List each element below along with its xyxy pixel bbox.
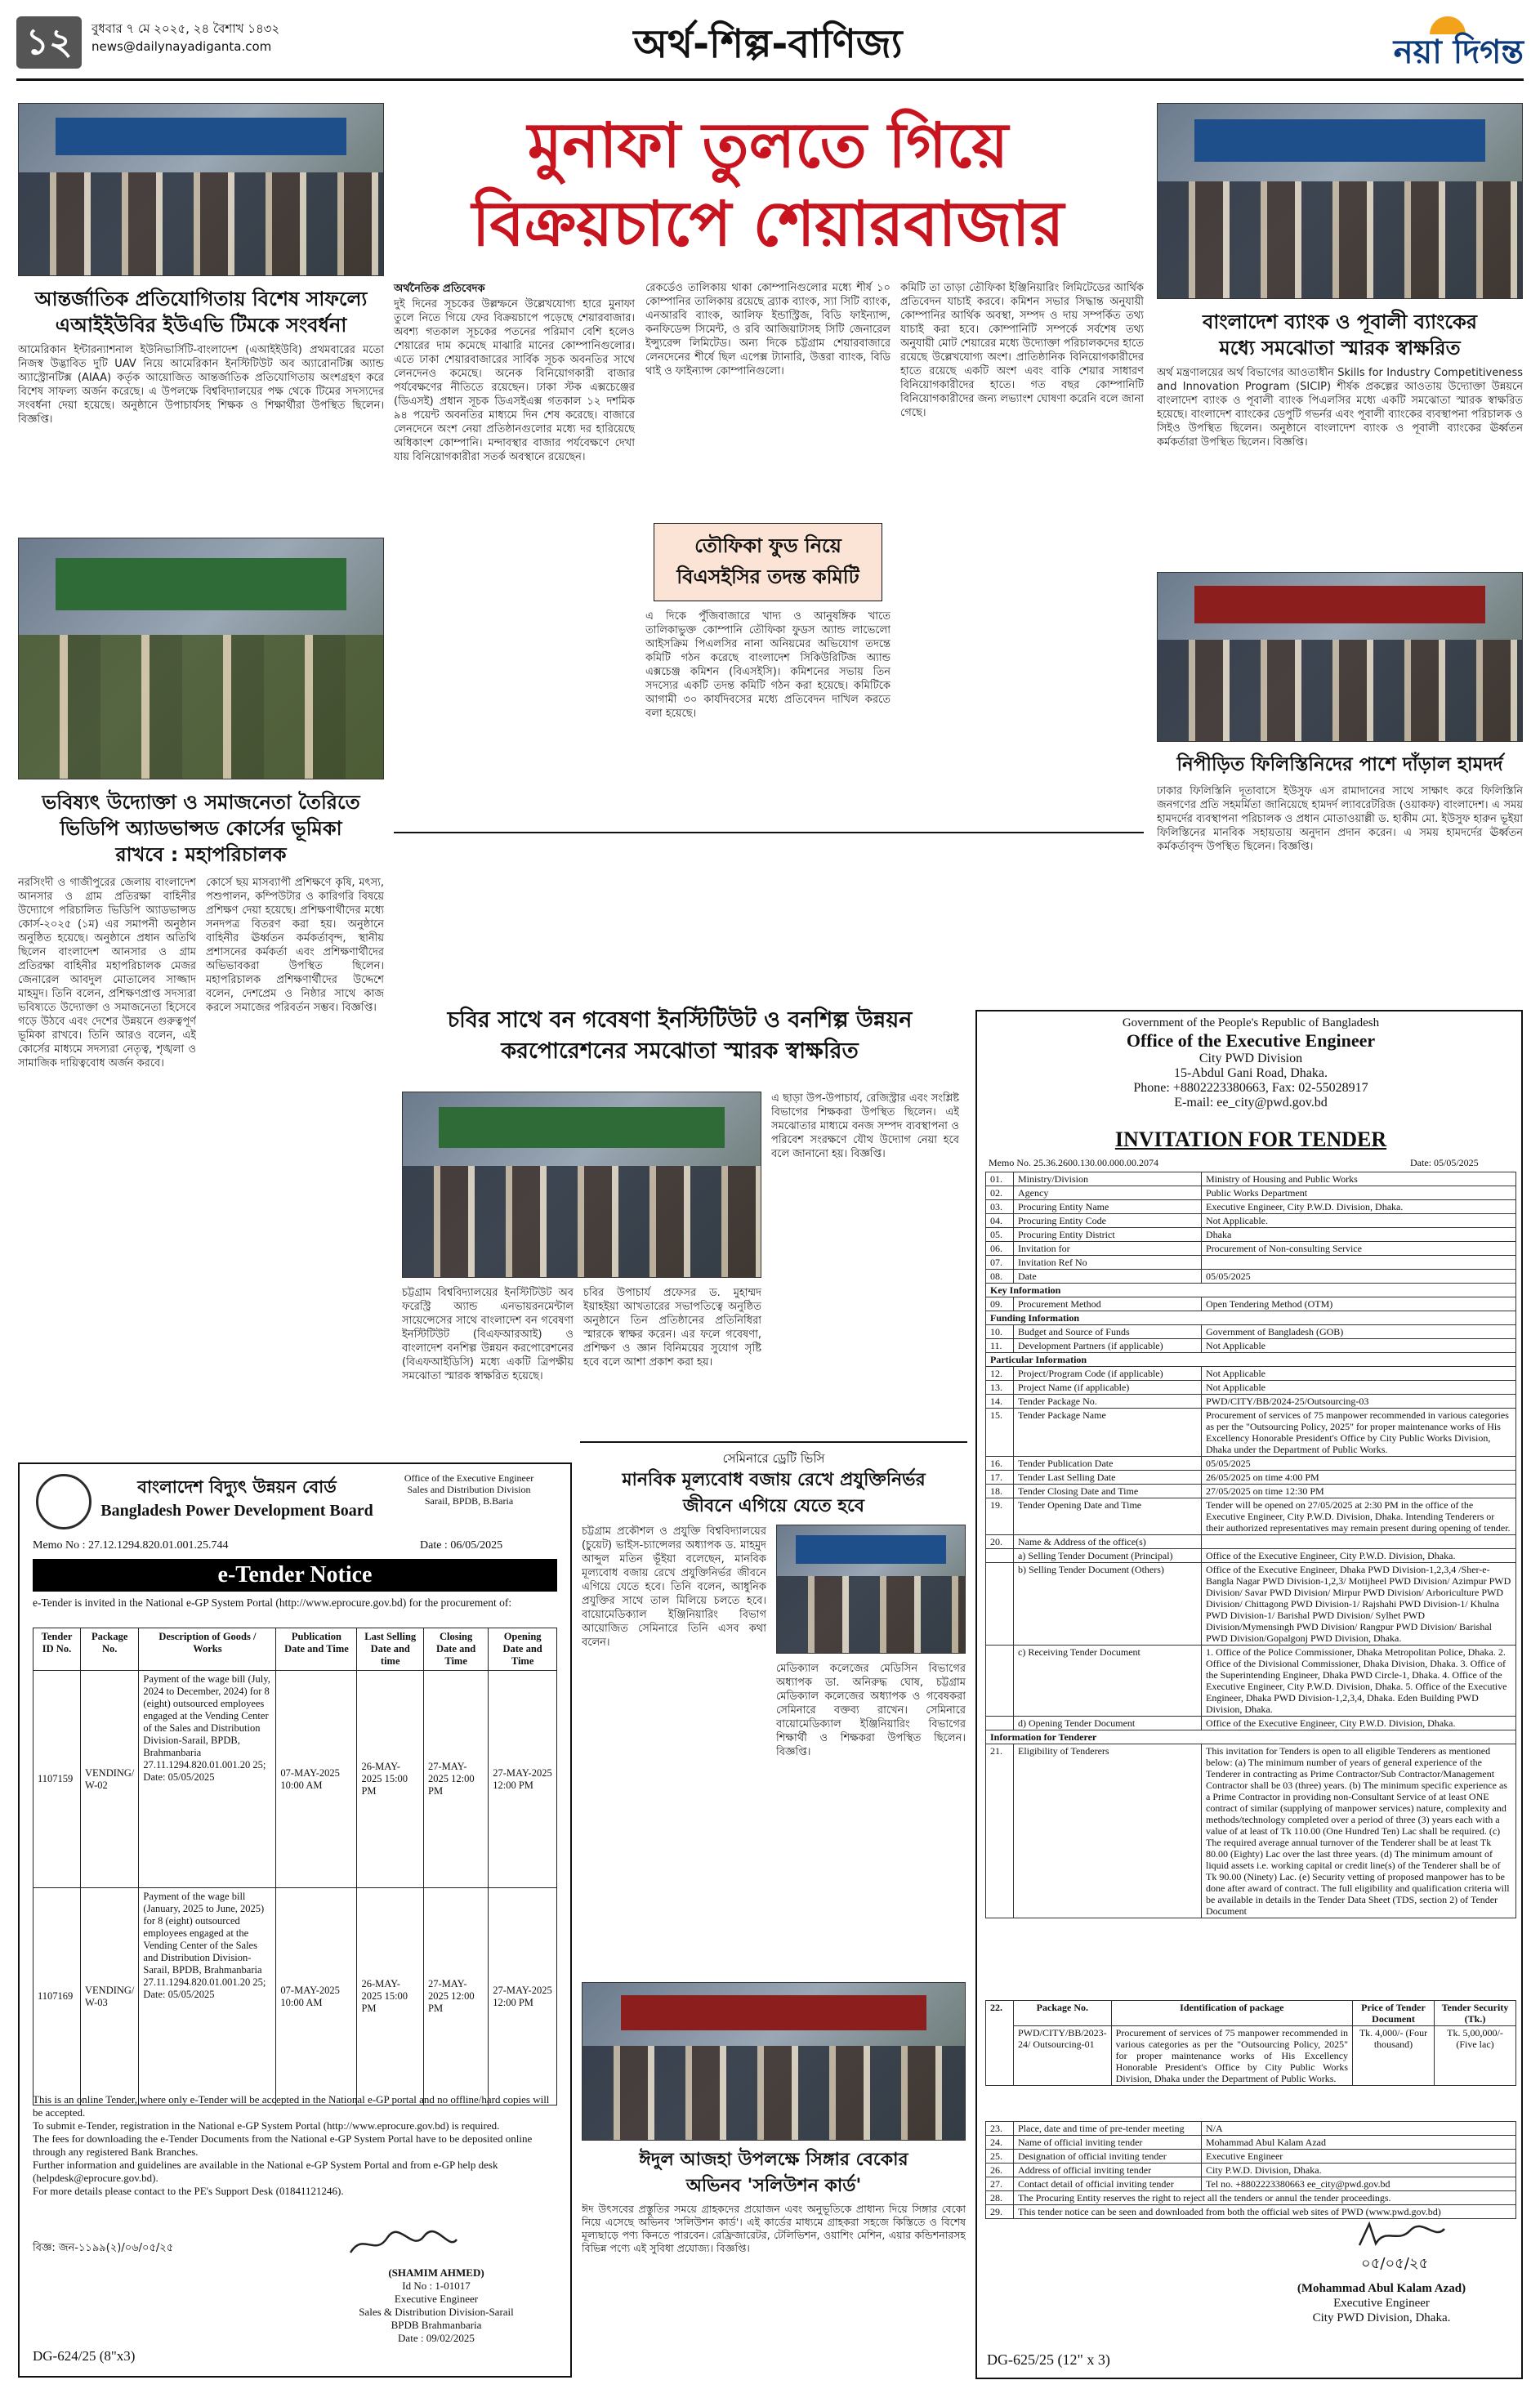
chobi-headline-text: চবির সাথে বন গবেষণা ইনস্টিটিউট ও বনশিল্প উন্নয়ন করপোরেশনের সমঝোতা স্মারক স্বাক্ষরিত (447, 1007, 913, 1064)
center-divider-2 (580, 1441, 967, 1443)
chuet-kicker: সেমিনারে ড্রেটি ভিসি (722, 1451, 825, 1466)
vdp-body-col2: কোর্সে ছয় মাসব্যাপী প্রশিক্ষণে কৃষি, মৎস্য, পশুপালন, কম্পিউটার ও কারিগরি বিষয়ে প্রশিক্ষণ দেয়া হয়েছে। প্রশিক্ষণার্থীদের মধ্যে সনদপত্র বিতরণ করা হয়। অনুষ্ঠানে বাহিনীর ঊর্ধ্বতন কর্মকর্তাবৃন্দ, স্থানীয় প্রশাসনের কর্মকর্তা এবং প্রশিক্ষণার্থীদের অভিভাবকরা উপস্থিত ছিলেন। মহাপরিচালক প্রশিক্ষণার্থীদের উদ্দেশে বলেন, দেশপ্রেম ও নিষ্ঠার সাথে কাজ করলে সমাজের পরিবর্তন সম্ভব। বিজ্ঞপ্তি। (206, 877, 384, 1014)
row-number: 28. (986, 2191, 1014, 2205)
row-number: 01. (986, 1172, 1014, 1186)
pwd-tail-table (985, 2121, 1516, 2219)
chobi-col1: চট্টগ্রাম বিশ্ববিদ্যালয়ের ইনস্টিটিউট অব ফরেস্ট্রি অ্যান্ড এনভায়রনমেন্টাল সায়েন্সেসের সাথে বাংলাদেশ বন গবেষণা ইনস্টিটিউট (বিএফআরআই) ও বাংলাদেশ বনশিল্প উন্নয়ন করপোরেশনের (বিএফআইডিসি) মধ্যে একটি ত্রিপক্ষীয় সমঝোতা স্মারক স্বাক্ষরিত হয়েছে। (402, 1287, 574, 1382)
field-value: Ministry of Housing and Public Works (1202, 1172, 1516, 1186)
chuet-col2: মেডিক্যাল কলেজের মেডিসিন বিভাগের অধ্যাপক ডা. অনিরুদ্ধ ঘোষ, চট্টগ্রাম মেডিক্যাল কলেজের অধ্যাপক ও গবেষকরা সেমিনারে বক্তব্য রাখেন। সেমিনারে বায়োমেডিক্যাল ইঞ্জিনিয়ারিং বিভাগের শিক্ষার্থী ও শিক্ষকরা উপস্থিত ছিলেন। বিজ্ঞপ্তি। (776, 1663, 966, 1758)
section-row (986, 1730, 1516, 1744)
col-header: Package No. (81, 1628, 139, 1671)
table-row (986, 1172, 1516, 1186)
table-row (986, 2191, 1516, 2205)
issue-date: বুধবার ৭ মে ২০২৫, ২৪ বৈশাখ ১৪৩২ (92, 21, 280, 36)
row-number: 26. (986, 2164, 1014, 2177)
row-number: 21. (986, 1744, 1014, 1918)
field-value: Tel no. +8802223380663 ee_city@pwd.gov.bd (1202, 2177, 1516, 2191)
field-label: Project/Program Code (if applicable) (1014, 1367, 1202, 1381)
field-label: Invitation for (1014, 1242, 1202, 1256)
row-number: 27. (986, 2177, 1014, 2191)
field-label: Tender Last Selling Date (1014, 1471, 1202, 1485)
table-row (986, 2177, 1516, 2191)
col-header: Package No. (1014, 2001, 1112, 2026)
page-number: ১২ (16, 16, 82, 69)
field-label: Ministry/Division (1014, 1172, 1202, 1186)
col-header: Opening Date and Time (489, 1628, 557, 1671)
last-selling-date: 26-MAY-2025 15:00 PM (357, 1671, 424, 1888)
section-row (986, 1284, 1516, 1297)
col-header: Tender Security (Tk.) (1435, 2001, 1516, 2026)
table-row (986, 1186, 1516, 1200)
row-number: 17. (986, 1471, 1014, 1485)
row-number: 23. (986, 2122, 1014, 2136)
field-value: 1. Office of the Police Commissioner, Dhaka Metropolitan Police, Dhaka. 2. Office of the Divisional Commissioner, Dhaka Division, Dhaka. 3. Office of the Superintending Engineer, Dhaka PWD Circle-1, Dhaka. 4. Office of the Executive Engineer, City P.W.D. Division, Dhaka. 5. Office of the Executive Engineer, Dhaka PWD Division-1,2,3,4, Dhaka. Eden Building PWD Division, Dhaka. (1202, 1646, 1516, 1717)
tender-id: 1107169 (33, 1888, 81, 2106)
table-row (986, 1563, 1516, 1646)
field-label: Tender Package No. (1014, 1395, 1202, 1409)
field-value: Tender will be opened on 27/05/2025 at 2:30 PM in the office of the Executive Engineer, City P.W.D. Division, Dhaka. Intending Tenderers or their authorized representatives may remain present during opening of tender. (1202, 1498, 1516, 1535)
table-row (986, 1535, 1516, 1549)
aiub-headline: আন্তর্জাতিক প্রতিযোগিতায় বিশেষ সাফল্যে এআইইউবির ইউএভি টিমকে সংবর্ধনা (34, 288, 368, 337)
bpdb-org-en: Bangladesh Power Development Board (100, 1502, 373, 1520)
table-row (986, 1549, 1516, 1563)
table-row (986, 2122, 1516, 2136)
table-row (986, 1717, 1516, 1730)
row-number: 29. (986, 2205, 1014, 2219)
publication-date: 07-MAY-2025 10:00 AM (276, 1888, 357, 2106)
field-value: Executive Engineer, City P.W.D. Division, Dhaka. (1202, 1200, 1516, 1214)
opening-date: 27-MAY-2025 12:00 PM (489, 1671, 557, 1888)
field-label: Designation of official inviting tender (1014, 2150, 1202, 2164)
center-divider (394, 832, 1144, 833)
bpdb-table (33, 1628, 557, 2106)
section-label: Information for Tenderer (986, 1730, 1516, 1744)
pwd-memo: Memo No. 25.36.2600.130.00.000.00.2074 (989, 1157, 1158, 1168)
table-row (986, 2164, 1516, 2177)
row-number: 24. (986, 2136, 1014, 2150)
opening-date: 27-MAY-2025 12:00 PM (489, 1888, 557, 2106)
field-label: Tender Package Name (1014, 1409, 1202, 1457)
publication-date: 07-MAY-2025 10:00 AM (276, 1671, 357, 1888)
row-number (986, 1717, 1014, 1730)
col-header: Description of Goods / Works (139, 1628, 276, 1671)
vdp-headline: ভবিষ্যৎ উদ্যোক্তা ও সমাজনেতা তৈরিতে ভিডিপি অ্যাডভান্সড কোর্সের ভূমিকা রাখবে : মহাপরিচালক (42, 791, 360, 866)
table-row (986, 2205, 1516, 2219)
table-row (986, 1242, 1516, 1256)
row-number: 08. (986, 1270, 1014, 1284)
col-header: Closing Date and Time (424, 1628, 489, 1671)
table-row (986, 1646, 1516, 1717)
field-value: 27/05/2025 on time 12:30 PM (1202, 1485, 1516, 1498)
bpdb-signature-icon (346, 2228, 461, 2261)
table-row (986, 1339, 1516, 1353)
field-value: Office of the Executive Engineer, Dhaka PWD Division-1,2,3,4 /Sher-e-Bangla Nagar PWD Division-1,2,3/ Motijheel PWD Division/ Azimpur PWD Division/ Savar PWD Division/ Mirpur PWD Division/ Arboriculture PWD Division/ Chittagong PWD Division-1/ Rajshahi PWD Division-1/ Khulna PWD Division-1/ Barishal PWD Division/ Sylhet PWD Division/Mymensingh PWD Division/ Rangpur PWD Division/ Barishal PWD Division/Gopalgonj PWD Division, Dhaka. (1202, 1563, 1516, 1646)
bpdb-date: Date : 06/05/2025 (420, 1539, 503, 1552)
field-label: Project Name (if applicable) (1014, 1381, 1202, 1395)
row-number: 09. (986, 1297, 1014, 1311)
field-label: Tender Opening Date and Time (1014, 1498, 1202, 1535)
row-number: 07. (986, 1256, 1014, 1270)
table-row (986, 1297, 1516, 1311)
note: For more details please contact to the PE's Support Desk (01841121246). (33, 2185, 344, 2197)
field-value: Executive Engineer (1202, 2150, 1516, 2164)
field-value: Office of the Executive Engineer, City P.W.D. Division, Dhaka. (1202, 1717, 1516, 1730)
table-row (33, 1671, 557, 1888)
aiub-photo (18, 103, 384, 276)
table-row (986, 1270, 1516, 1284)
col-header: Publication Date and Time (276, 1628, 357, 1671)
row-number: 10. (986, 1325, 1014, 1339)
field-value: 26/05/2025 on time 4:00 PM (1202, 1471, 1516, 1485)
section-row (986, 1311, 1516, 1325)
table-row (986, 1228, 1516, 1242)
field-value: Not Applicable (1202, 1381, 1516, 1395)
field-value: Procurement of Non-consulting Service (1202, 1242, 1516, 1256)
field-value: 05/05/2025 (1202, 1270, 1516, 1284)
bpdb-signer-block: (SHAMIM AHMED) Id No : 1-01017 Executive Engineer Sales & Distribution Division-Sarail BPDB Brahmanbaria Date : 09/02/2025 (359, 2266, 514, 2344)
field-label: Procuring Entity Name (1014, 1200, 1202, 1214)
table-row (33, 1888, 557, 2106)
row-number: 19. (986, 1498, 1014, 1535)
package-identification: Procurement of services of 75 manpower recommended in various categories as per the "Outsourcing Policy, 2025" for proper maintenance works of His Excellency Honorable President's Office by City Public Works Division, Dhaka under the Department of Public Works. (1111, 2026, 1352, 2086)
field-value: N/A (1202, 2122, 1516, 2136)
field-value: 05/05/2025 (1202, 1457, 1516, 1471)
pwd-header: Government of the People's Republic of Bangladesh Office of the Executive Engineer City PWD Division 15-Abdul Gani Road, Dhaka. Phone: +8802223380663, Fax: 02-55028917 E-mail: ee_city@pwd.gov.bd (1122, 1016, 1380, 1110)
row-number: 05. (986, 1228, 1014, 1242)
table-row (986, 1457, 1516, 1471)
field-label: Development Partners (if applicable) (1014, 1339, 1202, 1353)
table-row (986, 1498, 1516, 1535)
row-number: 15. (986, 1409, 1014, 1457)
pwd-dg-code: DG-625/25 (12" x 3) (987, 2351, 1110, 2368)
field-label: Procuring Entity District (1014, 1228, 1202, 1242)
bpdb-org-bn: বাংলাদেশ বিদ্যুৎ উন্নয়ন বোর্ড (137, 1477, 337, 1497)
last-selling-date: 26-MAY-2025 15:00 PM (357, 1888, 424, 2106)
lead-col3: কমিটি তা তাড়া তৌফিকা ইঞ্জিনিয়ারিং লিমিটেডের আর্থিক প্রতিবেদন যাচাই করবে। কমিশন সভার সিদ্ধান্ত অনুযায়ী কোম্পানির আর্থিক অবস্থা, সম্পদ ও দায় সম্পর্কিত তথ্য যাচাই করা হবে। কোম্পানিটি সম্পর্কে সর্বশেষ তথ্য অনুযায়ী মোট শেয়ারের মধ্যে উদ্যোক্তা পরিচালকদের হাতে রয়েছে উল্লেখযোগ্য অংশ। প্রাতিষ্ঠানিক বিনিয়োগকারীদের হাতে রয়েছে একটি অংশ এবং বাকি শেয়ার সাধারণ বিনিয়োগকারীদের হাতে। গত বছর কোম্পানিটি বিনিয়োগকারীদের জন্য লভ্যাংশ ঘোষণা করেনি বলে জানা গেছে। (900, 282, 1144, 419)
field-value (1202, 1256, 1516, 1270)
row-number: 11. (986, 1339, 1014, 1353)
lead-col2-bottom: এ দিকে পুঁজিবাজারে খাদ্য ও আনুষঙ্গিক খাতে তালিকাভুক্ত কোম্পানি তৌফিকা ফুডস অ্যান্ড লাভেলো আইসক্রিম পিএলসির নানা অনিয়মের অভিযোগ তদন্তে কমিটি গঠন করেছে বাংলাদেশ সিকিউরিটিজ অ্যান্ড এক্সচেঞ্জ কমিশন (বিএসইসি)। কমিশনের সভায় তিন সদস্যের একটি তদন্ত কমিটি গঠন করা হয়েছে। কমিটিকে আগামী ৩০ কার্যদিবসের মধ্যে প্রতিবেদন দাখিল করতে বলা হয়েছে। (645, 610, 891, 720)
field-value: Public Works Department (1202, 1186, 1516, 1200)
field-label: Place, date and time of pre-tender meeting (1014, 2122, 1202, 2136)
field-label: Procurement Method (1014, 1297, 1202, 1311)
row-number: 04. (986, 1214, 1014, 1228)
col-header: Price of Tender Document (1353, 2001, 1435, 2026)
field-label: Date (1014, 1270, 1202, 1284)
row-number: 14. (986, 1395, 1014, 1409)
bpdb-intro: e-Tender is invited in the National e-GP System Portal (http://www.eprocure.gov.bd) for the procurement of: (33, 1596, 512, 1609)
field-label: The Procuring Entity reserves the right to reject all the tenders or annul the tender proceedings. (1014, 2191, 1516, 2205)
note: Further information and guidelines are available in the National e-GP System Portal and from e-GP help desk (helpdesk@eprocure.gov.bd). (33, 2159, 498, 2184)
bpdb-title: e-Tender Notice (33, 1559, 557, 1592)
chuet-headline: মানবিক মূল্যবোধ বজায় রেখে প্রযুক্তিনির্ভর জীবনে এগিয়ে যেতে হবে (622, 1470, 926, 1516)
aiub-body: আমেরিকান ইন্টারন্যাশনাল ইউনিভার্সিটি-বাংলাদেশ (এআইইউবি) প্রথমবারের মতো নিজস্ব উদ্ভাবিত দুটি UAV নিয়ে আমেরিকান ইনস্টিটিউট অব অ্যারোনটিক্স অ্যান্ড অ্যাস্ট্রোনটিক্স (AIAA) কর্তৃক আয়োজিত আন্তর্জাতিক প্রতিযোগিতায় অংশগ্রহণ করে বিশেষ সাফল্য অর্জন করেছে। এ উপলক্ষে বিশ্ববিদ্যালয়ের পক্ষ থেকে টিমের সদস্যদের সংবর্ধনা দেয়া হয়েছে। অনুষ্ঠানে উপাচার্যসহ শিক্ষক ও শিক্ষার্থীরা উপস্থিত ছিলেন। বিজ্ঞপ্তি। (18, 344, 384, 426)
col-header: Last Selling Date and time (357, 1628, 424, 1671)
row-number: 12. (986, 1367, 1014, 1381)
note: This is an online Tender, where only e-Tender will be accepted in the National e-GP portal and no offline/hard copies will be accepted. (33, 2093, 550, 2119)
masthead (16, 11, 1524, 93)
chobi-col3: এ ছাড়া উপ-উপাচার্য, রেজিস্ট্রার এবং সংশ্লিষ্ট বিভাগের শিক্ষকরা উপস্থিত ছিলেন। এই সমঝোতার মাধ্যমে বনজ সম্পদ ব্যবস্থাপনা ও পরিবেশ সংরক্ষণে যৌথ উদ্যোগ নেয়া হবে বলে জানানো হয়। বিজ্ঞপ্তি। (771, 1092, 959, 1160)
field-value: Procurement of services of 75 manpower recommended in various categories as per the "Outsourcing Policy, 2025" for proper maintenance works of His Excellency Honorable President's Office by City Public Works Division, Dhaka under the Department of Public Works. (1202, 1409, 1516, 1457)
pwd-tender-notice (975, 1010, 1523, 2379)
field-label: Agency (1014, 1186, 1202, 1200)
masthead-rule (16, 78, 1524, 81)
field-label: Name & Address of the office(s) (1014, 1535, 1202, 1549)
bpdb-logo-icon (36, 1474, 92, 1529)
chuet-photo (776, 1525, 966, 1654)
col-header: Identification of package (1111, 2001, 1352, 2026)
lead-headline: মুনাফা তুলতে গিয়ে বিক্রয়চাপে শেয়ারবাজার (471, 109, 1065, 260)
field-value: PWD/CITY/BB/2024-25/Outsourcing-03 (1202, 1395, 1516, 1409)
chobi-photo (402, 1092, 761, 1278)
lead-byline: অর্থনৈতিক প্রতিবেদক (394, 283, 485, 295)
note: The fees for downloading the e-Tender Documents from the National e-GP System Portal have to be deposited online through any registered Bank Branches. (33, 2132, 533, 2158)
pwd-signature-date: ০৫/০৫/২৫ (1361, 2255, 1429, 2272)
field-label: Invitation Ref No (1014, 1256, 1202, 1270)
hamdard-photo (1157, 572, 1523, 742)
field-label: Tender Closing Date and Time (1014, 1485, 1202, 1498)
package-header (986, 2001, 1516, 2026)
vdp-photo (18, 538, 384, 779)
table-row (986, 2150, 1516, 2164)
pwd-title: INVITATION FOR TENDER (1114, 1128, 1387, 1151)
row-number: 13. (986, 1381, 1014, 1395)
row-number (986, 1563, 1014, 1646)
table-row (986, 1485, 1516, 1498)
col-header: Tender ID No. (33, 1628, 81, 1671)
field-value (1202, 1535, 1516, 1549)
field-value: Not Applicable (1202, 1367, 1516, 1381)
field-value: This invitation for Tenders is open to all eligible Tenderers as mentioned below: (a) The minimum number of years of general experience of the Tenderer in contracting as Prime Contractor/Sub Contractor/Management Contractor shall be 03 (three) years. (b) The minimum specific experience as a Prime Contractor in providing non-Consultant Service of at least ONE contract of similar (supplying of manpower services) nature, complexity and methods/technology completed over a period of three (3) years each with a value of at least of Tk 110.00 (One Hundred Ten) Lac shall be required. (c) The required average annual turnover of the Tenderer shall be at least Tk 80.00 (Eighty) Lac over the last three years. (d) The minimum amount of liquid assets i.e. working capital or credit line(s) of the Tenderer shall be of Tk 90.00 (Ninety) Lac. (e) Security vetting of proposed manpower has to be done after award of contract. The full eligibility and qualification criteria will be available in details in the Tender Data Sheet (TDS, section 2) of Tender Document (1202, 1744, 1516, 1918)
news-email[interactable]: news@dailynayadiganta.com (92, 39, 272, 54)
pubali-photo (1157, 103, 1523, 299)
table-row (986, 1381, 1516, 1395)
field-label: Eligibility of Tenderers (1014, 1744, 1202, 1918)
section-title: অর্থ-শিল্প-বাণিজ্য (633, 21, 903, 67)
bpdb-office: Office of the Executive Engineer Sales and Distribution Division Sarail, BPDB, B.Baria (404, 1472, 534, 1507)
field-label: Budget and Source of Funds (1014, 1325, 1202, 1339)
field-label: b) Selling Tender Document (Others) (1014, 1563, 1202, 1646)
pwd-date: Date: 05/05/2025 (1410, 1157, 1479, 1168)
table-row (986, 2026, 1516, 2086)
package-row-no: 22. (986, 2001, 1014, 2086)
field-label: Contact detail of official inviting tender (1014, 2177, 1202, 2191)
package-no: VENDING/ W-02 (81, 1671, 139, 1888)
chobi-col2: চবির উপাচার্য প্রফেসর ড. মুহাম্মদ ইয়াহইয়া আখতারের সভাপতিত্বে অনুষ্ঠিত অনুষ্ঠানে তিন প্রতিষ্ঠানের প্রতিনিধিরা স্মারকে স্বাক্ষর করেন। এর ফলে গবেষণা, প্রশিক্ষণ ও জ্ঞান বিনিময়ের সুযোগ সৃষ্টি হবে বলে আশা প্রকাশ করা হয়। (583, 1287, 761, 1369)
field-value: Not Applicable. (1202, 1214, 1516, 1228)
bpdb-memo: Memo No : 27.12.1294.820.01.001.25.744 (33, 1539, 229, 1552)
field-value: Mohammad Abul Kalam Azad (1202, 2136, 1516, 2150)
singer-photo (582, 1982, 966, 2141)
chuet-col1: চট্টগ্রাম প্রকৌশল ও প্রযুক্তি বিশ্ববিদ্যালয়ের (চুয়েট) ভাইস-চ্যান্সেলর অধ্যাপক ড. মাহমুদ আব্দুল মতিন ভূঁইয়া বলেছেন, মানবিক মূল্যবোধ বজায় রেখে প্রযুক্তিনির্ভর জীবনে এগিয়ে যেতে হবে। তিনি বলেন, আধুনিক প্রযুক্তির সাথে তাল মিলিয়ে চলতে হবে। বায়োমেডিক্যাল ইঞ্জিনিয়ারিং বিভাগ আয়োজিত সেমিনারে তিনি এসব কথা বলেন। (582, 1525, 766, 1649)
field-value: Open Tendering Method (OTM) (1202, 1297, 1516, 1311)
singer-headline: ঈদুল আজহা উপলক্ষে সিঙ্গার বেকোর অভিনব 'সলিউশন কার্ড' (639, 2150, 908, 2196)
row-number: 06. (986, 1242, 1014, 1256)
table-row (986, 1471, 1516, 1485)
vdp-body-col1: নরসিংদী ও গাজীপুরের জেলায় বাংলাদেশ আনসার ও গ্রাম প্রতিরক্ষা বাহিনীর উদ্যোগে পরিচালিত ভিডিপি অ্যাডভান্সড কোর্স-২০২৫ (১ম) এর সমাপনী অনুষ্ঠান অনুষ্ঠিত হয়েছে। অনুষ্ঠানে প্রধান অতিথি ছিলেন বাংলাদেশ আনসার ও গ্রাম প্রতিরক্ষা বাহিনীর মহাপরিচালক মেজর জেনারেল আবদুল মোতালেব সাজ্জাদ মাহমুদ। তিনি বলেন, প্রশিক্ষণপ্রাপ্ত সদস্যরা ভবিষ্যতে উদ্যোক্তা ও সমাজনেতা হিসেবে গড়ে উঠবে এবং দেশের উন্নয়নে গুরুত্বপূর্ণ ভূমিকা রাখবে। তিনি আরও বলেন, এই কোর্সের মাধ্যমে সদস্যরা নেতৃত্ব, শৃঙ্খলা ও সামাজিক দায়িত্ববোধ অর্জন করবে। (18, 877, 196, 1069)
table-row (986, 1325, 1516, 1339)
description: Payment of the wage bill (January, 2025 to June, 2025) for 8 (eight) outsourced employees engaged at the Vending Center of the Sales and Distribution Division-Sarail, BPDB, Brahmanbaria 27.11.1294.820.01.001.20 25; Date: 05/05/2025 (139, 1888, 276, 2106)
row-number: 02. (986, 1186, 1014, 1200)
row-number: 16. (986, 1457, 1014, 1471)
lead-col2-top: রেকর্ডেও তালিকায় থাকা কোম্পানিগুলোর মধ্যে শীর্ষ ১০ কোম্পানির তালিকায় রয়েছে ব্র্যাক ব্যাংক, স্যা সিটি ব্যাংক, এনআরবি ব্যাংক, আলিফ ইন্ডাস্ট্রিজ, বিডি ফাইন্যান্স, কনফিডেন্স সিমেন্ট, ও রবি আজিয়াটাসহ সিটি জেনারেল ইন্স্যুরেন্স লিমিটেড। অন্য দিকে চট্টগ্রাম শেয়ারবাজারে লেনদেনের শীর্ষে ছিল এপেক্স ট্যানারি, উত্তরা ব্যাংক, বিডি থাই ও ফাইন্যান্স কোম্পানিগুলো। (645, 282, 891, 377)
lead-sidebar-box: তৌফিকা ফুড নিয়ে বিএসইসির তদন্ত কমিটি (654, 523, 882, 601)
bpdb-notes (33, 2093, 557, 2198)
field-label: This tender notice can be seen and downloaded from both the official web sites of PWD (www.pwd.gov.bd) (1014, 2205, 1516, 2219)
tender-security: Tk. 5,00,000/- (Five lac) (1435, 2026, 1516, 2086)
row-number: 18. (986, 1485, 1014, 1498)
closing-date: 27-MAY-2025 12:00 PM (424, 1671, 489, 1888)
table-row (986, 1256, 1516, 1270)
field-value: Government of Bangladesh (GOB) (1202, 1325, 1516, 1339)
field-label: Procuring Entity Code (1014, 1214, 1202, 1228)
pwd-package-table (985, 2000, 1516, 2086)
pubali-body: অর্থ মন্ত্রণালয়ের অর্থ বিভাগের আওতাধীন Skills for Industry Competitiveness and Innovation Program (SICIP) শীর্ষক প্রকল্পের আওতায় উদ্যোক্তা উন্নয়নে বাংলাদেশ ব্যাংক ও পূবালী ব্যাংক পিএলসির মধ্যে একটি সমঝোতা স্মারক স্বাক্ষরিত হয়েছে। বাংলাদেশ ব্যাংকের ডেপুটি গভর্নর এবং পূবালী ব্যাংকের ব্যবস্থাপনা পরিচালক ও সিইও উপস্থিত ছিলেন। অনুষ্ঠানে বাংলাদেশ ব্যাংক ও পূবালী ব্যাংকের ঊর্ধ্বতন কর্মকর্তারা উপস্থিত ছিলেন। বিজ্ঞপ্তি। (1157, 367, 1523, 449)
tender-id: 1107159 (33, 1671, 81, 1888)
row-number: 03. (986, 1200, 1014, 1214)
section-row (986, 1353, 1516, 1367)
bpdb-bijnapon: বিজ্ঞ: জন-১১৯৯(২)/০৬/০৫/২৫ (33, 2242, 174, 2254)
note: To submit e-Tender, registration in the National e-GP System Portal (http://www.eprocure.gov.bd) is required. (33, 2119, 500, 2132)
package-no: PWD/CITY/BB/2023-24/ Outsourcing-01 (1014, 2026, 1112, 2086)
bpdb-table-header (33, 1628, 557, 1671)
bpdb-notice (18, 1462, 572, 2378)
closing-date: 27-MAY-2025 12:00 PM (424, 1888, 489, 2106)
logo-text: নয়া দিগন্ত (1393, 33, 1524, 71)
newspaper-logo (1324, 15, 1524, 69)
description: Payment of the wage bill (July, 2024 to December, 2024) for 8 (eight) outsourced employees engaged at the Vending Center of the Sales and Distribution Division-Sarail, BPDB, Brahmanbaria 27.11.1294.820.01.001.20 25; Date: 05/05/2025 (139, 1671, 276, 1888)
bpdb-dg-code: DG-624/25 (8"x3) (33, 2348, 136, 2364)
section-label: Particular Information (986, 1353, 1516, 1367)
singer-body: ঈদ উৎসবের প্রস্তুতির সময়ে গ্রাহকদের প্রয়োজন এবং অনুভূতিকে প্রাধান্য দিয়ে সিঙ্গার বেকো নিয়ে এসেছে অভিনব 'সলিউশন কার্ড'। এই কার্ডের মাধ্যমে গ্রাহকরা সহজে কিস্তিতে ও বিশেষ মূল্যছাড়ে পণ্য কিনতে পারবেন। রেফ্রিজারেটর, টেলিভিশন, ওয়াশিং মেশিন, এয়ার কন্ডিশনারসহ বিভিন্ন পণ্যে এই সুবিধা প্রযোজ্য। বিজ্ঞপ্তি। (582, 2203, 966, 2254)
field-label: Tender Publication Date (1014, 1457, 1202, 1471)
table-row (986, 1409, 1516, 1457)
document-price: Tk. 4,000/- (Four thousand) (1353, 2026, 1435, 2086)
section-label: Funding Information (986, 1311, 1516, 1325)
pwd-signer-block: (Mohammad Abul Kalam Azad) Executive Engineer City PWD Division, Dhaka. (1297, 2282, 1466, 2324)
field-value: Dhaka (1202, 1228, 1516, 1242)
section-label: Key Information (986, 1284, 1516, 1297)
pubali-headline: বাংলাদেশ ব্যাংক ও পূবালী ব্যাংকের মধ্যে সমঝোতা স্মারক স্বাক্ষরিত (1202, 310, 1478, 359)
hamdard-body: ঢাকার ফিলিস্তিনি দূতাবাসে ইউসুফ এস রামাদানের সাথে সাক্ষাৎ করে ফিলিস্তিনি জনগণের প্রতি সহমর্মিতা জানিয়েছে হামদর্দ ল্যাবরেটরিজ (ওয়াকফ) বাংলাদেশ। এ সময় হামদর্দের ব্যবস্থাপনা পরিচালক ও প্রধান মোতাওয়াল্লী ড. হাকীম মো. ইউসুফ হারুন ভূইয়া ফিলিস্তিনের মানবিক সহায়তায় অনুদান প্রদান করেন। এ সময় হামদর্দের ঊর্ধ্বতন কর্মকর্তাবৃন্দ উপস্থিত ছিলেন। বিজ্ঞপ্তি। (1157, 785, 1523, 853)
field-value: City P.W.D. Division, Dhaka. (1202, 2164, 1516, 2177)
table-row (986, 1367, 1516, 1381)
field-value: Not Applicable (1202, 1339, 1516, 1353)
lead-col1: দুই দিনের সূচকের উল্লম্ফনে উল্লেখযোগ্য হারে মুনাফা তুলে নিতে গিয়ে ফের বিক্রয়চাপে পড়েছে শেয়ারবাজার। অবশ্য গতকাল সূচকের পতনের পরিমাণ বেশি হলেও শেয়ারের দাম কমেছে মাঝারি মানের কোম্পানিগুলোর। এতে ঢাকা শেয়ারবাজারের সার্বিক সূচক অবনতির সাথে লেনদেনও কমেছে। অনেক বিনিয়োগকারী বাজার পর্যবেক্ষণের নীতিতে রয়েছেন। ঢাকা স্টক এক্সচেঞ্জের (ডিএসই) প্রধান সূচক ডিএসইএক্স গতকাল ১২ দশমিক ৯৪ পয়েন্ট অবনতির মাধ্যমে দিন শেষ করেছে। বাজারে লেনদেনে অংশ নেয়া প্রতিষ্ঠানগুলোর মধ্যে দর হারিয়েছে অধিকাংশ কোম্পানি। মন্দাবস্থার বাজার পর্যবেক্ষণে দেখা যায় বিনিয়োগকারীরা সতর্ক অবস্থানে রয়েছেন। (394, 298, 635, 463)
field-label: d) Opening Tender Document (1014, 1717, 1202, 1730)
table-row (986, 2136, 1516, 2150)
field-label: a) Selling Tender Document (Principal) (1014, 1549, 1202, 1563)
table-row (986, 1214, 1516, 1228)
row-number: 25. (986, 2150, 1014, 2164)
field-label: Name of official inviting tender (1014, 2136, 1202, 2150)
row-number (986, 1549, 1014, 1563)
table-row (986, 1744, 1516, 1918)
field-label: Address of official inviting tender (1014, 2164, 1202, 2177)
table-row (986, 1200, 1516, 1214)
pwd-info-table (985, 1172, 1516, 1918)
row-number: 20. (986, 1535, 1014, 1549)
field-label: c) Receiving Tender Document (1014, 1646, 1202, 1717)
package-no: VENDING/ W-03 (81, 1888, 139, 2106)
field-value: Office of the Executive Engineer, City P.W.D. Division, Dhaka. (1202, 1549, 1516, 1563)
table-row (986, 1395, 1516, 1409)
hamdard-headline: নিপীড়িত ফিলিস্তিনিদের পাশে দাঁড়াল হামদর্দ (1176, 754, 1503, 775)
row-number (986, 1646, 1014, 1717)
pwd-signature-icon (1353, 2219, 1451, 2252)
